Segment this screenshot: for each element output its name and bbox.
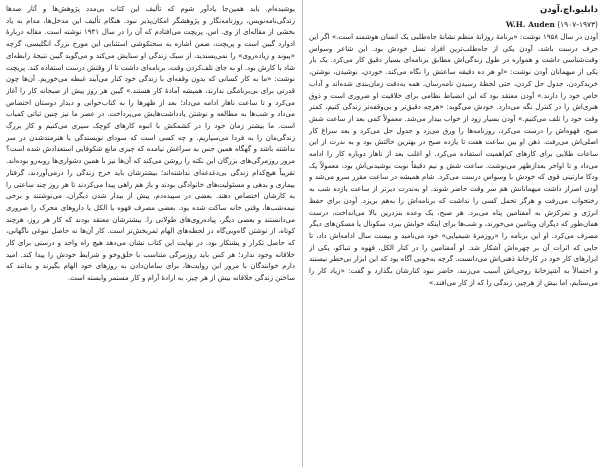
left-page-body: پوشیده‌ام. باید همین‌جا یادآور شوم که تألیف این کتاب بی‌مدد پژوهش‌ها و آثار صدها زندگی‌نامه‌نویس، روزنامه‌نگار و پژوهشگر امکان‌پذیر نبود. هنگام تألیف این مدخل‌ها، مدام به یاد بخشی از مقاله‌ای از وی. اس. پریچت می‌افتادم که آن را در سال ۱۹۴۱ نوشته است. مقاله دربارهٔ ادوارد گیبن است و پریچت، ضمن اشاره به سختکوشی استثنایی این مورخ بزرگ انگلیسی، گرچه «پیوند و زیاده‌روی» را نمی‌پسندید، از سبک زندگی او ستایش می‌کند و می‌گوید گیبن نتیجهٔ رابطه‌ای شاد با کارش بود. او به جای تلف‌کردن وقت، برنامه‌ای داشت تا از وقتش درست استفاده کند. پریچت نوشت: «ما به کار کسانی که بدون وقفه‌ای با زندگی خود کنار می‌آیند غبطه می‌خوریم. آن‌ها چون قدرتی برای بی‌برنامگی ندارند، همیشه آمادهٔ کار هستند.» گیبن هر روز پیش از صبحانه کار را آغاز می‌کرد و تا ساعت ناهار ادامه می‌داد؛ بعد از ظهرها را به کتاب‌خوانی و دیدار دوستان اختصاص می‌داد و شب‌ها به مطالعه و نوشتن یادداشت‌هایش می‌پرداخت. در عصر ما نیز چنین ثباتی کمیاب است. ما بیشتر زمان خود را در کشمکش با انبوه کارهای کوچک سپری می‌کنیم و کار بزرگ زندگی‌مان را به فردا می‌سپاریم. و چه کسی است که سودای نویسندگی یا هنرمندشدن در سر نداشته باشد و گهگاه همین حس به سراغش نیامده که چیزی مانع شکوفایی استعدادش شده است؟ مرور روزمرگی‌های بزرگان این نکته را روشن می‌کند که آن‌ها نیز با همین دشواری‌ها روبه‌رو بوده‌اند. تقریباً هیچ‌کدام زندگی بی‌دغدغه‌ای نداشته‌اند؛ بیشترشان باید خرج زندگی را درمی‌آوردند، گرفتار بیماری و بدهی و مسئولیت‌های خانوادگی بودند و باز هم راهی پیدا می‌کردند تا هر روز چند ساعتی را به کارشان اختصاص دهند. بعضی در سپیده‌دم، پیش از بیدار شدن دیگران، می‌نوشتند و برخی نیمه‌شب‌ها، وقتی خانه ساکت شده بود. بعضی مصرف قهوه یا الکل یا داروهای محرک را ضروری می‌دانستند و بعضی دیگر، پیاده‌روی‌های طولانی را. بیشترشان معتقد بودند که کار هر روز، هرچند کوتاه، از نوشتن گاه‌وبی‌گاه در لحظه‌های الهام ثمربخش‌تر است. کار آن‌ها نه حاصل نبوغی ناگهانی، که حاصل تکرار و پشتکار بود. در نهایت این کتاب نشان می‌دهد هیچ راه واحد و درستی برای کار خلاقانه وجود ندارد؛ هر کس باید روزمرگی متناسب با خلق‌وخو و شرایط خودش را پیدا کند. امید دارم خوانندگان با مرور این روایت‌ها، برای سامان‌دادن به روزهای خود الهام بگیرند و بدانند که ساختن زندگی خلاقانه بیش از هر چیز، به ارادهٔ آرام و کار مستمر وابسته است.: [6, 5, 295, 283]
page-gutter: [302, 0, 303, 467]
right-page: [309, 4, 598, 463]
chapter-subtitle: [309, 19, 598, 31]
left-page: [6, 4, 295, 463]
right-page-body: آودن در سال ۱۹۵۸ نوشت: «برنامهٔ روزانهٔ منظم نشانهٔ جاه‌طلبی یک انسان هوشمند است.» اگر این حرف درست باشد، آودن یکی از جاه‌طلب‌ترین افراد نسل خودش بود. این شاعر وسواس وقت‌شناسی داشت و همواره در طول زندگی‌اش مطابق برنامه‌ای بسیار دقیق کار می‌کرد. یک بار یکی از میهمانان آودن نوشت: «او هر ده دقیقه ساعتش را نگاه می‌کند. خوردن، نوشیدن، نوشتن، خریدکردن، جدول حل کردن، حتی لحظهٔ رسیدن نامه‌رسان، همه به‌دقت زمان‌بندی شده‌اند و آداب خاص خود را دارند.» آودن معتقد بود که این انضباط نظامی برای خلاقیت او ضروری است و ذوق هنری‌اش را در کنترل نگه می‌دارد. خودش می‌گوید: «هرچه دقیق‌تر و بی‌وقفه‌تر زندگی کنیم، کمتر وقت خود را تلف می‌کنیم.» آودن بسیار زود از خواب بیدار می‌شد. معمولاً کمی بعد از ساعت شش صبح، قهوه‌اش را درست می‌کرد، روزنامه‌ها را ورق می‌زد و جدول حل می‌کرد و بعد سراغ کار اصلی‌اش می‌رفت. ذهن او بین ساعت هفت تا یازده صبح در بهترین حالتش بود و به ندرت از این ساعات طلایی برای کارهای کم‌اهمیت استفاده می‌کرد. او اغلب بعد از ناهار دوباره کار را ادامه می‌داد و تا اواخر بعدازظهر می‌نوشت. ساعت شش و نیم دقیقاً نوبت نوشیدنی‌اش بود، معمولاً یک ودکا مارتینی قوی که خودش با وسواس درست می‌کرد. شام همیشه در ساعت مقرر سرو می‌شد و آودن اصرار داشت میهمانانش هم سر وقت حاضر شوند. او به‌ندرت دیرتر از ساعت یازده شب به رختخواب می‌رفت و هرگز تحمل کسی را نداشت که برنامه‌اش را به‌هم بریزد. آودن برای حفظ انرژی و تمرکزش به آمفتامین پناه می‌برد. هر صبح، یک وعده بنزدرین بالا می‌انداخت، درست همان‌طور که دیگران ویتامین می‌خورند، و شب‌ها برای اینکه خوابش ببرد، سکونال یا مسکن‌های دیگر مصرف می‌کرد. او این برنامه را «روزمرهٔ شیمیایی» خود می‌نامید و بیست سال ادامه‌اش داد، تا جایی که اثرات آن بر چهره‌اش آشکار شد. او آمفتامین را در کنار الکل، قهوه و تنباکو، یکی از ابزارهای کار خود در کارخانهٔ ذهنی‌اش می‌دانست. گرچه به‌خوبی آگاه بود که این ابزار بی‌خطر نیستند و احتمالاً به آشپزخانهٔ روحی‌اش آسیب می‌زنند، حاضر نبود کنارشان بگذارد و گفت: «زیاد کار را می‌ستایم، اما بیش از هرچیز، زندگی را که از کار می‌افتد.»: [309, 33, 598, 287]
subtitle-dates: (۱۹۰۷-۱۹۷۳): [557, 20, 598, 29]
subtitle-latin-name: W.H. Auden: [505, 20, 555, 29]
chapter-title: دابلیو.اچ.آودن: [539, 5, 598, 15]
